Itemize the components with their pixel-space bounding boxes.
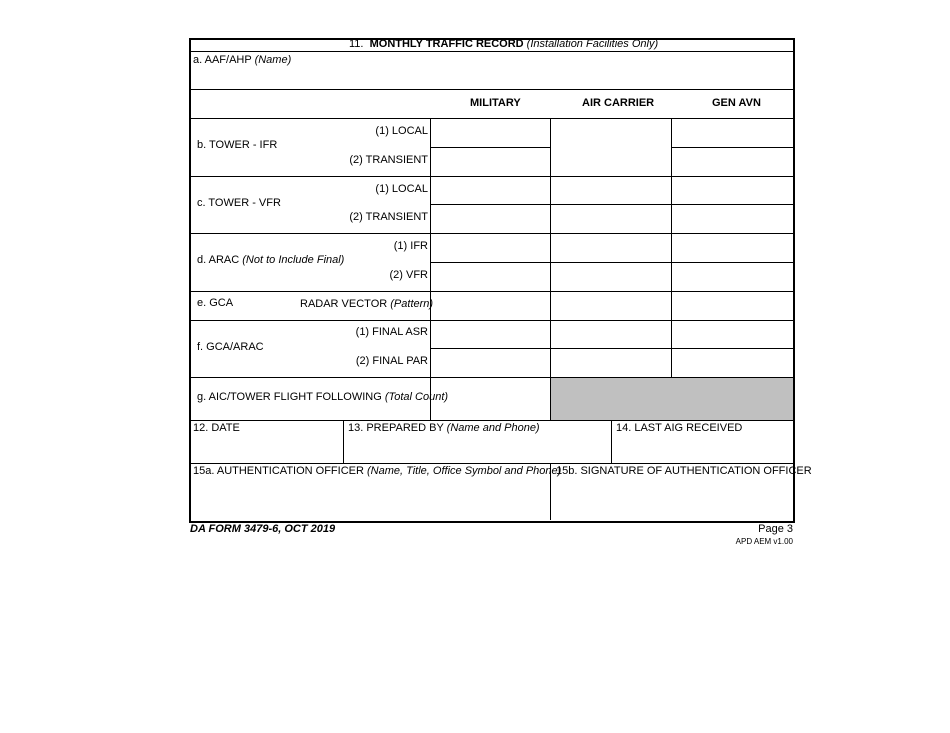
gca-arac-final-asr-label: (1) FINAL ASR xyxy=(355,326,428,338)
tower-vfr-label: c. TOWER - VFR xyxy=(197,197,281,209)
date-input[interactable] xyxy=(191,436,342,462)
arac-label: d. ARAC (Not to Include Final) xyxy=(197,254,345,266)
aic-military-input[interactable] xyxy=(431,378,550,420)
aaf-label: a. AAF/AHP (Name) xyxy=(193,54,292,66)
column-gen-avn: GEN AVN xyxy=(712,97,761,109)
auth-signature-label: 15b. SIGNATURE OF AUTHENTICATION OFFICER xyxy=(556,465,812,477)
last-aig-label: 14. LAST AIG RECEIVED xyxy=(616,422,743,434)
gca-arac-asr-row-input[interactable] xyxy=(431,321,792,348)
aaf-name-field[interactable] xyxy=(190,67,792,89)
auth-signature-input[interactable] xyxy=(552,479,792,518)
gca-row-input[interactable] xyxy=(431,292,792,320)
last-aig-input[interactable] xyxy=(613,436,792,462)
column-military: MILITARY xyxy=(470,97,521,109)
shaded-cell xyxy=(551,378,793,420)
tower-ifr-transient-gen-avn-input[interactable] xyxy=(672,148,792,176)
version-label: APD AEM v1.00 xyxy=(735,537,793,546)
date-label: 12. DATE xyxy=(193,422,240,434)
arac-vfr-label: (2) VFR xyxy=(389,269,428,281)
tower-ifr-local-label: (1) LOCAL xyxy=(375,125,428,137)
gca-radar-vector-label: RADAR VECTOR (Pattern) xyxy=(300,298,434,310)
grid-line xyxy=(343,420,344,463)
tower-vfr-local-label: (1) LOCAL xyxy=(375,183,428,195)
divider xyxy=(190,420,793,421)
tower-vfr-transient-row-input[interactable] xyxy=(431,205,792,233)
column-air-carrier: AIR CARRIER xyxy=(582,97,655,109)
tower-ifr-transient-military-input[interactable] xyxy=(431,148,550,176)
prepared-by-input[interactable] xyxy=(345,436,610,462)
tower-ifr-air-carrier-input[interactable] xyxy=(551,119,671,176)
section-11-title: 11. MONTHLY TRAFFIC RECORD (Installation Facilities Only) xyxy=(349,38,659,50)
tower-ifr-label: b. TOWER - IFR xyxy=(197,139,278,151)
page-number: Page 3 xyxy=(758,523,793,535)
arac-vfr-row-input[interactable] xyxy=(431,263,792,291)
divider xyxy=(190,51,793,52)
auth-officer-label: 15a. AUTHENTICATION OFFICER (Name, Title, Office Symbol and Phone) xyxy=(193,465,562,477)
tower-ifr-local-military-input[interactable] xyxy=(431,119,550,147)
form-id: DA FORM 3479-6, OCT 2019 xyxy=(190,523,336,535)
gca-arac-label: f. GCA/ARAC xyxy=(197,341,264,353)
tower-vfr-local-row-input[interactable] xyxy=(431,177,792,204)
gca-arac-final-par-label: (2) FINAL PAR xyxy=(355,355,428,367)
prepared-by-label: 13. PREPARED BY (Name and Phone) xyxy=(348,422,540,434)
tower-ifr-local-gen-avn-input[interactable] xyxy=(672,119,792,147)
arac-ifr-label: (1) IFR xyxy=(393,240,428,252)
grid-line xyxy=(611,420,612,463)
aic-label: g. AIC/TOWER FLIGHT FOLLOWING (Total Count) xyxy=(197,391,449,403)
tower-vfr-transient-label: (2) TRANSIENT xyxy=(349,211,428,223)
gca-arac-par-row-input[interactable] xyxy=(431,349,792,377)
tower-ifr-transient-label: (2) TRANSIENT xyxy=(349,154,428,166)
gca-label: e. GCA xyxy=(197,297,234,309)
divider xyxy=(190,463,793,464)
divider xyxy=(190,89,793,90)
auth-officer-input[interactable] xyxy=(191,479,549,518)
arac-ifr-row-input[interactable] xyxy=(431,234,792,262)
